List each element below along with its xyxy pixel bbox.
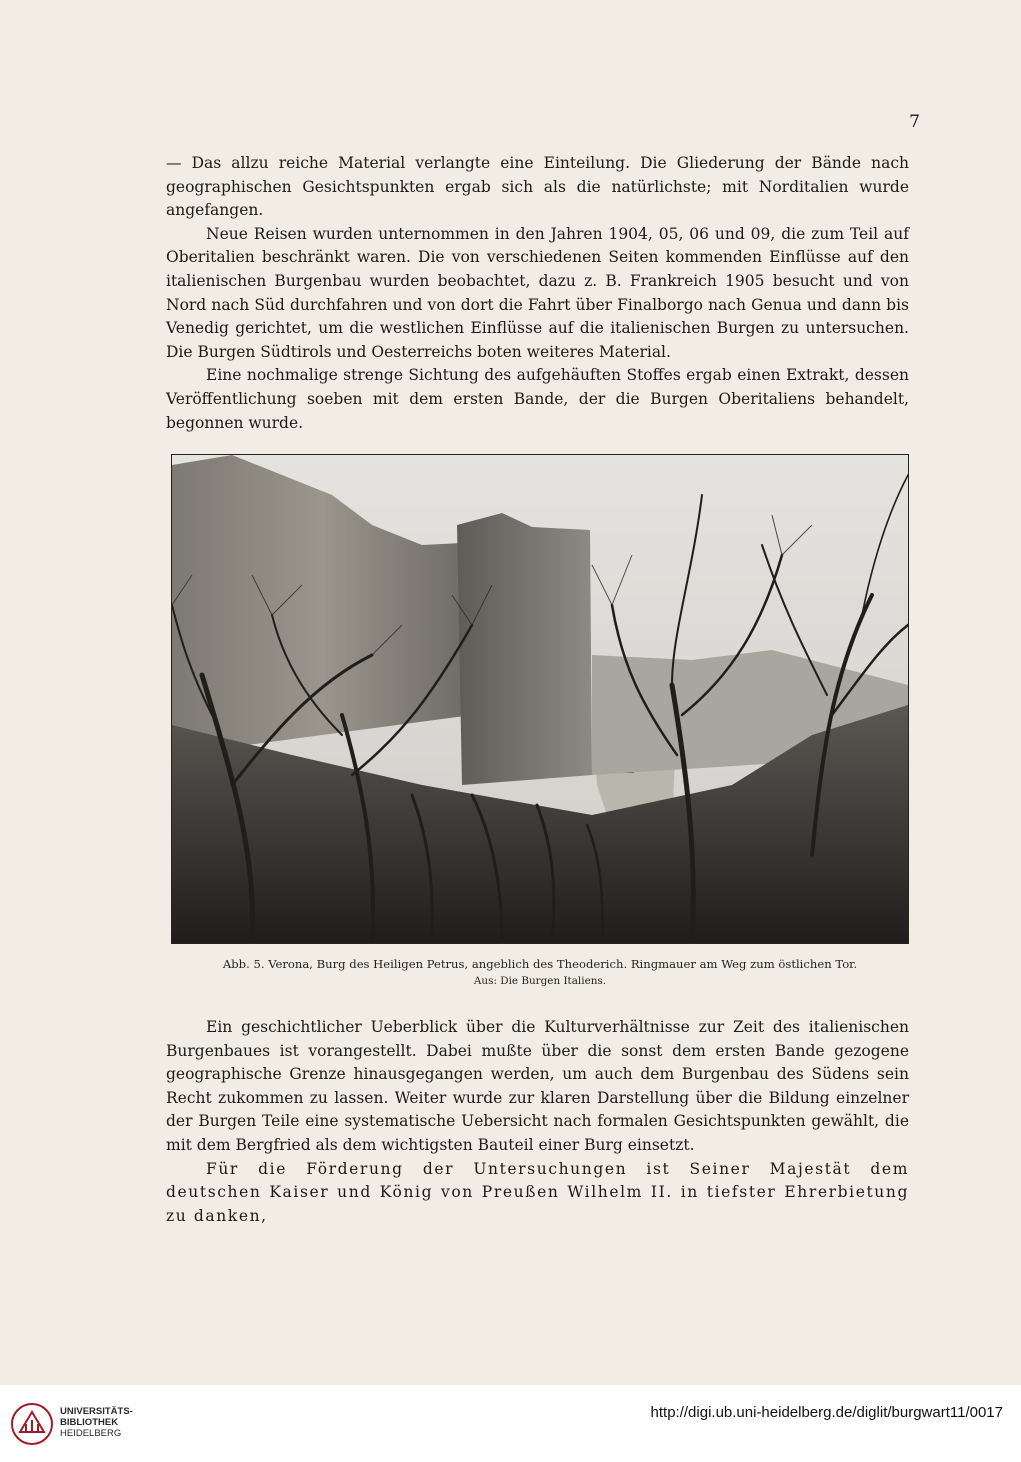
text-block-bottom <box>166 1016 909 1228</box>
castle-ruin-illustration <box>172 455 908 943</box>
figure-caption <box>166 956 914 990</box>
paragraph: Ein geschichtlicher Ueberblick über die Kulturverhältnisse zur Zeit des italienischen Burgenbaues ist vorangestellt. Dabei mußte über die sonst dem ersten Bande gezogene geographische Grenze hinausgegangen werden, um auch dem Burgenbau des Südens sein Recht zukommen zu lassen. Weiter wurde zur klaren Darstellung über die Bildung einzelner der Burgen Teile eine systematische Uebersicht nach formalen Gesichtspunkten gewählt, die mit dem Bergfried als dem wichtigsten Bauteil einer Burg einsetzt. <box>166 1018 909 1154</box>
library-name-line: HEIDELBERG <box>60 1428 122 1439</box>
library-name-line: UNIVERSITÄTS- <box>60 1406 133 1417</box>
castle-photograph <box>171 454 909 944</box>
source-url-link[interactable]: http://digi.ub.uni-heidelberg.de/diglit/burgwart11/0017 <box>650 1404 1003 1421</box>
paragraph: Neue Reisen wurden unternommen in den Jahren 1904, 05, 06 und 09, die zum Teil auf Oberitalien beschränkt waren. Die von verschiedenen Seiten kommenden Einflüsse auf den italienischen Burgenbau wurden beobachtet, dazu z. B. Frankreich 1905 besucht und von Nord nach Süd durchfahren und von dort die Fahrt über Finalborgo nach Genua und dann bis Venedig gerichtet, um die westlichen Einflüsse auf die italienischen Burgen zu untersuchen. Die Burgen Südtirols und Oesterreichs boten weiteres Material. <box>166 224 909 361</box>
library-name-line: BIBLIOTHEK <box>60 1417 119 1428</box>
university-library-logo-icon <box>10 1402 54 1446</box>
paragraph: — Das allzu reiche Material verlangte eine Einteilung. Die Gliederung der Bände nach geographischen Gesichtspunkten ergab sich als die natürlichste; mit Norditalien wurde angefangen. <box>166 154 909 220</box>
footer-bar <box>0 1385 1021 1462</box>
paragraph: Für die Förderung der Untersuchungen ist Seiner Majestät dem deutschen Kaiser und König von Preußen Wilhelm II. in tiefster Ehrerbietung zu danken, <box>166 1159 909 1225</box>
page-number: 7 <box>909 112 920 132</box>
paragraph: Eine nochmalige strenge Sichtung des aufgehäuften Stoffes ergab einen Extrakt, dessen Veröffentlichung soeben mit dem ersten Bande, der die Burgen Oberitaliens behandelt, begonnen wurde. <box>166 366 909 432</box>
library-name <box>60 1406 133 1439</box>
caption-text: Abb. 5. Verona, Burg des Heiligen Petrus, angeblich des Theoderich. Ringmauer am Weg zum östlichen Tor. <box>222 957 858 971</box>
caption-source: Aus: Die Burgen Italiens. <box>473 975 607 987</box>
text-block-top <box>166 152 909 435</box>
